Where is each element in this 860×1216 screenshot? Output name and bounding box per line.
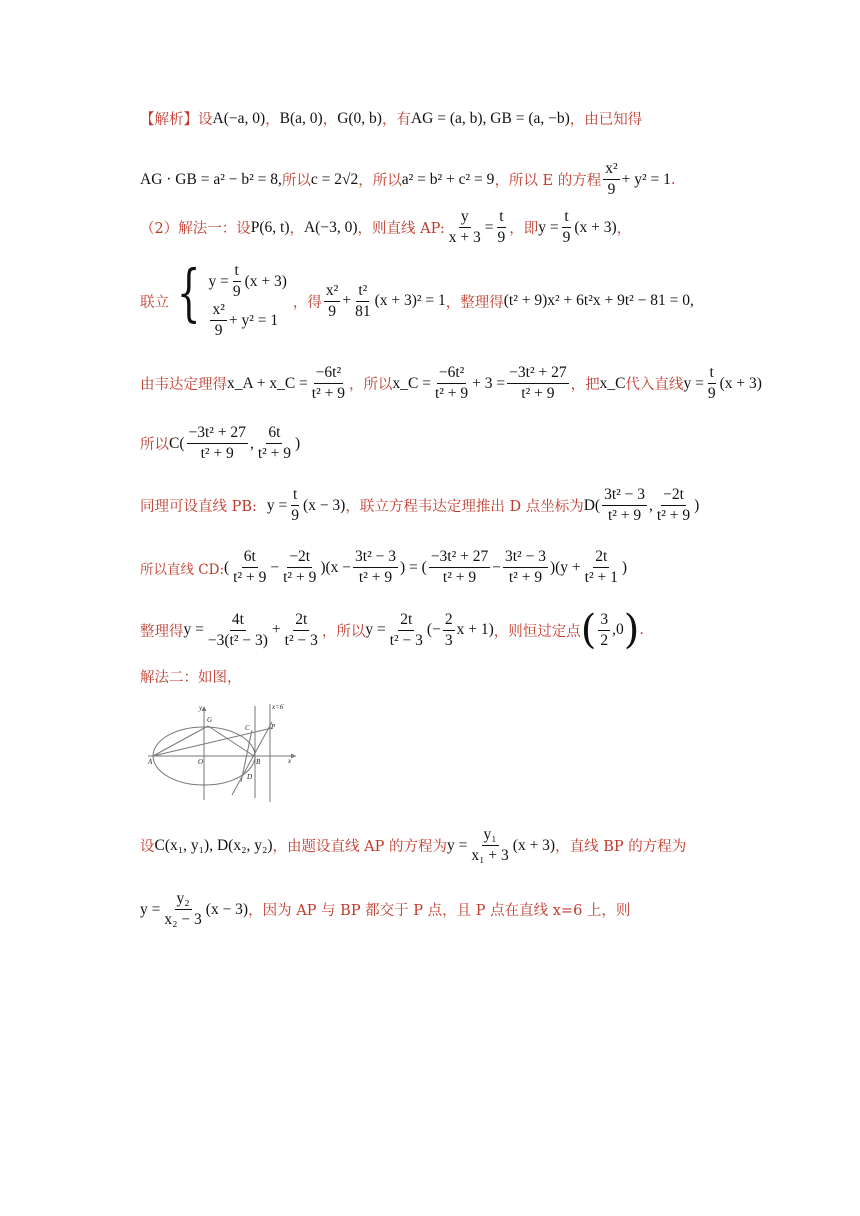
label-P: P xyxy=(271,723,276,731)
line-6 xyxy=(140,424,300,463)
math: − xyxy=(492,558,501,576)
text: ，把 xyxy=(570,377,600,393)
fraction: $\frac{2}{3}$ xyxy=(444,610,453,649)
fraction: x² 9 xyxy=(212,301,225,339)
math: (x − 3) xyxy=(303,496,346,514)
text: 同理可设直线 PB: xyxy=(140,499,257,515)
math: (x + 3) xyxy=(719,374,762,392)
label-O: O xyxy=(198,758,204,766)
fraction: $\frac{t}{9}$ xyxy=(497,208,506,246)
math: x + 1) xyxy=(456,621,494,638)
fraction: x² 9 xyxy=(325,281,339,320)
math: B(a, 0) xyxy=(279,109,323,127)
line-2 xyxy=(140,160,676,199)
math: (t² + 9)x² + 6t²x + 9t² − 81 = 0, xyxy=(503,292,694,309)
math: C(x₁, y₁), D(x₂, y₂) xyxy=(154,836,273,854)
math: ) = ( xyxy=(399,558,427,576)
line-1 xyxy=(140,108,642,129)
math: (x − 3) xyxy=(205,900,249,918)
math: = xyxy=(484,218,494,236)
fraction: $\frac{\text{3t² − 3}}{\text{t² + 9}}$ xyxy=(355,548,396,586)
math: ,0 xyxy=(612,621,624,638)
fraction: $\frac{t}{9}$ xyxy=(562,208,571,246)
fraction: 6t t² + 9 xyxy=(233,548,267,586)
fraction: $\frac{2t}{\text{t² − 3}}$ xyxy=(389,610,423,649)
math: y = xyxy=(183,621,204,638)
text: 所以直线 CD: xyxy=(140,561,224,578)
text: ，所以 xyxy=(321,623,366,640)
line-11 xyxy=(140,826,686,865)
math: C( xyxy=(169,434,185,452)
fraction: $\frac{\text{y₁}}{\text{x₁ + 3}}$ xyxy=(471,826,509,864)
math: x_A + x_C = xyxy=(227,374,308,392)
math: y = xyxy=(683,374,704,392)
math: , xyxy=(249,434,254,452)
paren: ) xyxy=(623,607,640,653)
text: . xyxy=(639,622,644,638)
text: 所以 xyxy=(140,437,169,453)
fraction: −3t² + 27 t² + 9 xyxy=(188,424,246,462)
math: y = xyxy=(538,218,559,236)
fraction: $\frac{\text{−3t² + 27}}{\text{t² + 9}}$ xyxy=(509,364,567,402)
math: a² = b² + c² = 9 xyxy=(401,170,495,188)
fraction: 3t² − 3 t² + 9 xyxy=(604,486,646,524)
fraction: $\frac{-2t}{\text{t² + 9}}$ xyxy=(283,548,317,586)
label-x6: x=6 xyxy=(272,703,284,711)
fraction: $\frac{\text{y₂}}{\text{x₂ − 3}}$ xyxy=(164,890,202,928)
text: ， xyxy=(289,221,304,237)
text: ，整理得 xyxy=(445,294,504,311)
label-y: y xyxy=(199,704,203,712)
math: ) xyxy=(621,558,628,576)
paren: ( xyxy=(580,607,597,653)
math: x_C = xyxy=(392,374,431,392)
math: A(−a, 0) xyxy=(212,109,266,127)
math: y = xyxy=(266,496,288,514)
text: ，所以 xyxy=(358,173,402,189)
fraction: $\frac{\text{−6t²}}{\text{t² + 9}}$ xyxy=(311,364,345,402)
math: − xyxy=(270,558,280,576)
math: )(x − xyxy=(320,558,352,576)
text: ，所以 xyxy=(349,377,393,393)
text: ，由已知得 xyxy=(569,112,643,128)
line-7 xyxy=(140,486,699,525)
line-10 xyxy=(140,666,242,687)
fraction: $\frac{2t}{\text{t² − 3}}$ xyxy=(284,610,318,649)
math: y = xyxy=(447,836,468,854)
brace: { xyxy=(176,256,201,329)
math: AG = (a, b), GB = (a, −b) xyxy=(410,109,570,127)
math: )(y + xyxy=(549,558,581,576)
math: D( xyxy=(583,496,601,514)
fraction: $\frac{\text{t²}}{81}$ xyxy=(355,281,371,320)
fraction: $\frac{t}{9}$ xyxy=(232,262,241,300)
text: ，则恒过定点 xyxy=(493,623,581,640)
math: + xyxy=(271,621,281,638)
text: . xyxy=(670,171,676,188)
math: + y² = 1 xyxy=(621,170,671,188)
text: ，即 xyxy=(509,221,539,237)
fraction: 6t t² + 9 xyxy=(257,424,292,462)
analysis-tag: 【解析】 xyxy=(140,112,198,128)
fraction: 3 2 xyxy=(600,610,609,649)
math: y = xyxy=(208,272,229,290)
label-G: G xyxy=(207,716,213,724)
x-arrow-icon xyxy=(291,754,296,759)
text: 设 xyxy=(198,112,213,128)
label-B: B xyxy=(256,758,261,766)
ellipse-figure xyxy=(144,700,302,804)
math: (x + 3)² = 1 xyxy=(374,292,446,309)
math: x_C xyxy=(599,374,626,392)
math: A(−3, 0) xyxy=(303,218,358,236)
line-4 xyxy=(140,256,694,340)
math: (x + 3) xyxy=(244,272,287,290)
math: ) xyxy=(694,496,700,514)
fraction: $\frac{\text{3t² − 3}}{\text{t² + 9}}$ xyxy=(505,548,546,586)
text: ，得 xyxy=(292,294,322,311)
text: ，由题设直线 AP 的方程为 xyxy=(272,839,447,855)
text: 代入直线 xyxy=(625,377,684,393)
math: ( xyxy=(224,558,230,576)
math: (− xyxy=(426,621,441,638)
text: ，直线 BP 的方程为 xyxy=(555,839,687,855)
math: c = 2√2 xyxy=(310,170,359,188)
math: + xyxy=(342,292,352,309)
text: ， xyxy=(616,221,632,237)
y-arrow-icon xyxy=(202,706,207,711)
text: 整理得 xyxy=(140,623,184,640)
math: (x + 3) xyxy=(574,218,617,236)
text: ， xyxy=(322,112,338,128)
text: ，则直线 AP: xyxy=(357,221,445,237)
label-A: A xyxy=(148,758,153,766)
text: ，所以 E 的方程 xyxy=(494,173,602,189)
fraction: $\frac{2t}{\text{t² + 1}}$ xyxy=(584,548,618,586)
label-C: C xyxy=(245,724,250,732)
equation-system xyxy=(169,256,287,340)
text: ， xyxy=(265,112,280,128)
math: AG · GB = a² − b² = 8, xyxy=(140,170,282,188)
math: G(0, b) xyxy=(337,109,382,127)
math: , xyxy=(649,496,653,514)
line-12 xyxy=(140,890,630,929)
fraction: $\frac{t}{9}$ xyxy=(707,364,716,402)
math: + 3 = xyxy=(472,374,506,392)
fraction: $\frac{t}{9}$ xyxy=(291,486,300,524)
line-5 xyxy=(140,364,762,403)
fraction: −2t t² + 9 xyxy=(656,486,691,524)
label-x: x xyxy=(288,757,292,765)
text: ，有 xyxy=(381,112,411,128)
text: （2）解法一：设 xyxy=(140,221,251,237)
line-9 xyxy=(140,607,644,653)
text: 所以 xyxy=(281,173,311,189)
math: (x + 3) xyxy=(512,836,556,854)
label-D: D xyxy=(247,773,253,781)
fraction: −3t² + 27 t² + 9 xyxy=(430,548,489,586)
text: ，因为 AP 与 BP 都交于 P 点，且 P 点在直线 x=6 上，则 xyxy=(248,903,631,919)
line-8 xyxy=(140,548,627,587)
text: 解法二：如图， xyxy=(140,670,242,686)
fraction: x² 9 xyxy=(605,160,618,198)
math: y = xyxy=(365,621,386,638)
fraction: $\frac{4t}{\text{−3(t² − 3)}}$ xyxy=(207,610,268,649)
text: 设 xyxy=(140,839,155,855)
math: ) xyxy=(295,434,301,452)
math: y = xyxy=(140,900,161,918)
fraction: $\frac{\text{−6t²}}{\text{t² + 9}}$ xyxy=(434,364,469,402)
text: 联立 xyxy=(140,294,169,311)
math: + y² = 1 xyxy=(228,311,279,329)
math: P(6, t) xyxy=(250,218,290,236)
fraction: $\frac{y}{x + 3}$ xyxy=(448,208,481,246)
text: ，联立方程韦达定理推出 D 点坐标为 xyxy=(345,499,584,515)
line-3 xyxy=(140,208,631,247)
text: 由韦达定理得 xyxy=(140,377,227,393)
